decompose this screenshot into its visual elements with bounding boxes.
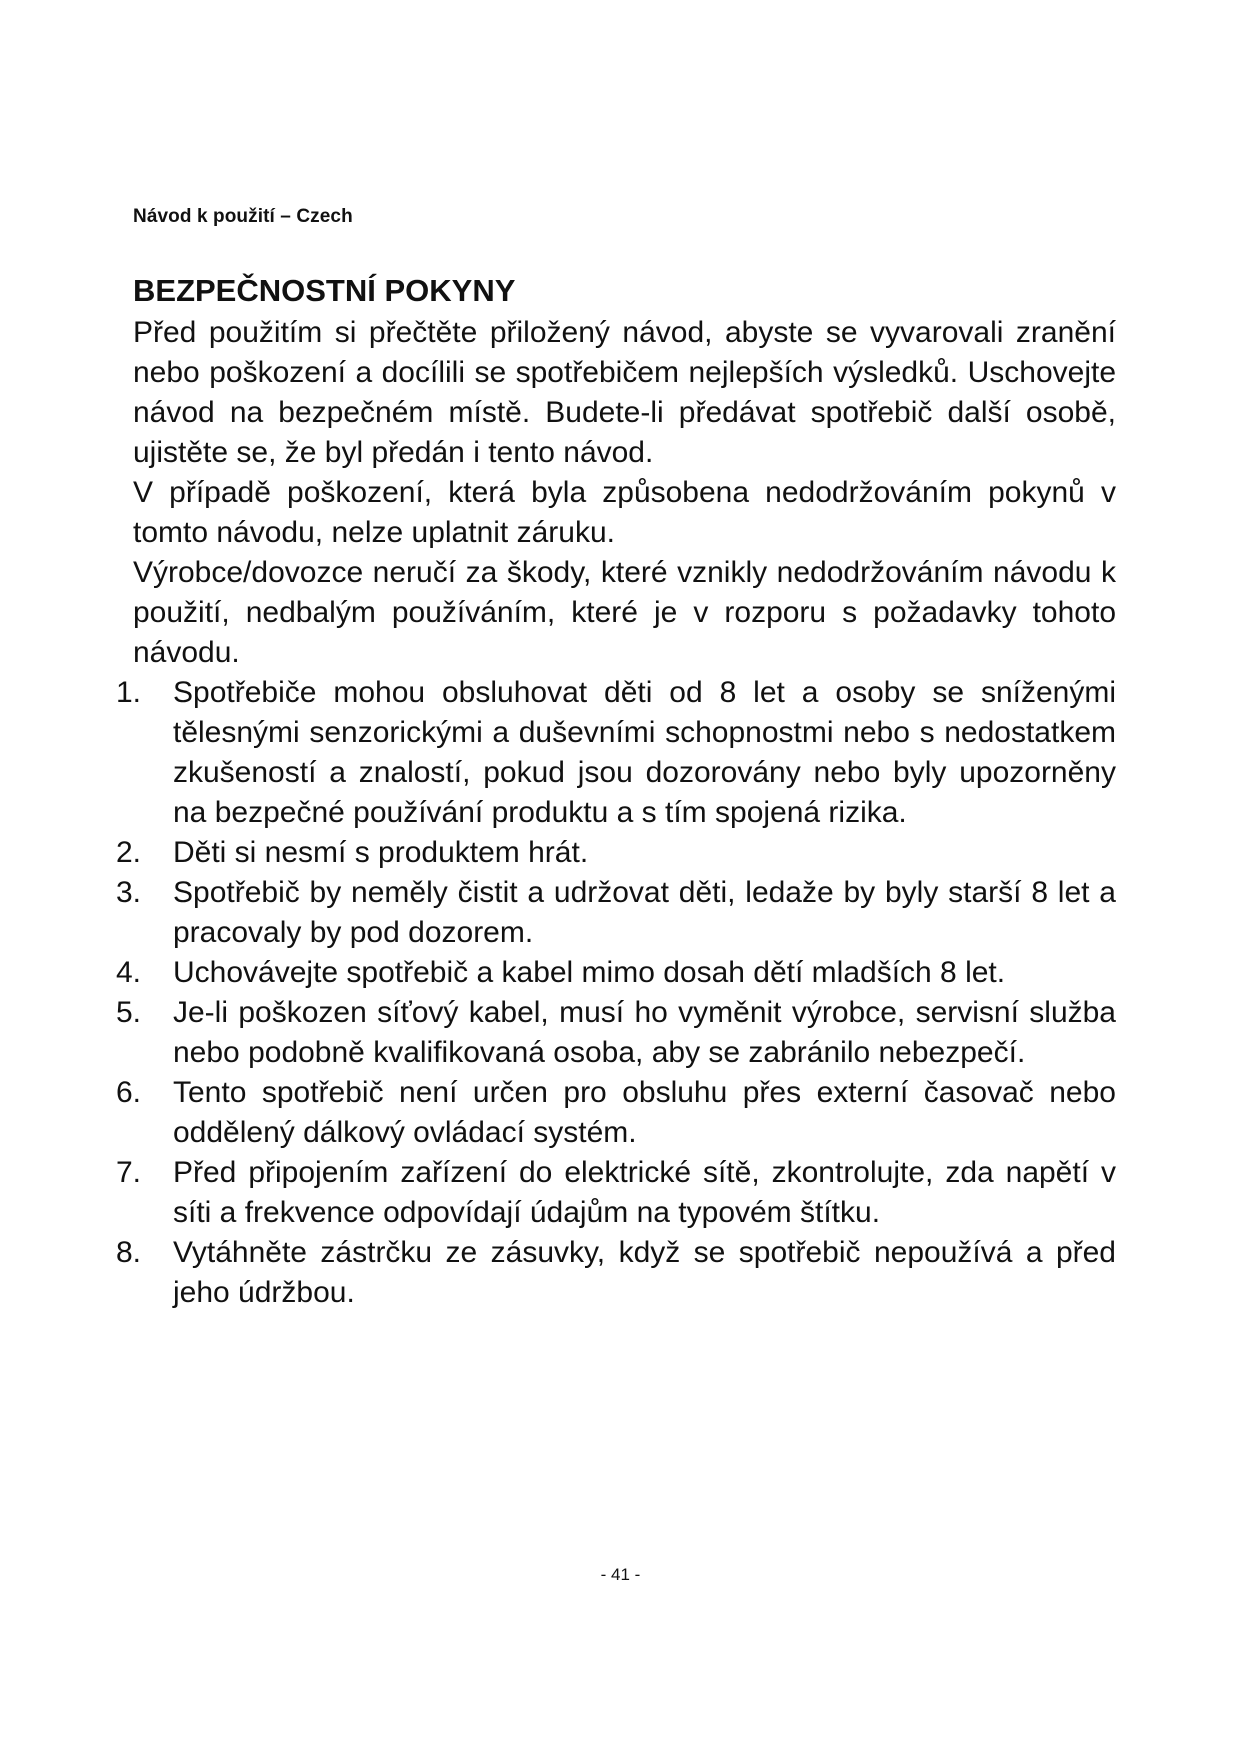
list-item-number: 8. — [116, 1236, 142, 1269]
intro-paragraph: Před použitím si přečtěte přiložený návod, abyste se vyvarovali zranění nebo poškození a docílili se spotřebičem nejlepších výsledků. Uschovejte návod na bezpečném místě. Budete-li předávat spotřebič další osobě, ujistěte se, že byl předán i tento návod. — [133, 316, 1116, 469]
list-item-number: 4. — [116, 956, 142, 989]
list-item-text: Před připojením zařízení do elektrické sítě, zkontrolujte, zda napětí v síti a frekvence odpovídají údajům na typovém štítku. — [173, 1156, 1116, 1229]
list-item-number: 2. — [116, 836, 142, 869]
list-item — [116, 1233, 1116, 1313]
liability-paragraph: Výrobce/dovozce neručí za škody, které vznikly nedodržováním návodu k použití, nedbalým používáním, které je v rozporu s požadavky tohoto návodu. — [133, 556, 1116, 669]
safety-instructions-list — [116, 673, 1116, 1313]
list-item — [116, 673, 1116, 833]
list-item — [116, 833, 1116, 873]
list-item — [116, 953, 1116, 993]
section-title: BEZPEČNOSTNÍ POKYNY — [133, 273, 516, 308]
list-item-number: 7. — [116, 1156, 142, 1189]
list-item-text: Uchovávejte spotřebič a kabel mimo dosah dětí mladších 8 let. — [173, 956, 1006, 989]
warranty-paragraph: V případě poškození, která byla způsobena nedodržováním pokynů v tomto návodu, nelze uplatnit záruku. — [133, 476, 1116, 549]
manual-language-label: Návod k použití – Czech — [133, 206, 353, 227]
safety-section — [116, 273, 1116, 1313]
list-item-number: 3. — [116, 876, 142, 909]
list-item — [116, 1073, 1116, 1153]
list-item — [116, 873, 1116, 953]
list-item-text: Vytáhněte zástrčku ze zásuvky, když se spotřebič nepoužívá a před jeho údržbou. — [173, 1236, 1116, 1309]
list-item — [116, 1153, 1116, 1233]
list-item-text: Spotřebiče mohou obsluhovat děti od 8 let a osoby se sníženými tělesnými senzorickými a duševními schopnostmi nebo s nedostatkem zkušeností a znalostí, pokud jsou dozorovány nebo byly upozorněny na bezpečné používání produktu a s tím spojená rizika. — [173, 676, 1116, 829]
list-item-text: Děti si nesmí s produktem hrát. — [173, 836, 589, 869]
list-item-text: Tento spotřebič není určen pro obsluhu přes externí časovač nebo oddělený dálkový ovládací systém. — [173, 1076, 1116, 1149]
list-item-text: Je-li poškozen síťový kabel, musí ho vyměnit výrobce, servisní služba nebo podobně kvalifikovaná osoba, aby se zabránilo nebezpečí. — [173, 996, 1116, 1069]
list-item-text: Spotřebič by neměly čistit a udržovat děti, ledaže by byly starší 8 let a pracovaly by pod dozorem. — [173, 876, 1116, 949]
list-item — [116, 993, 1116, 1073]
list-item-number: 5. — [116, 996, 142, 1029]
list-item-number: 1. — [116, 676, 142, 709]
list-item-number: 6. — [116, 1076, 142, 1109]
page-number: - 41 - — [600, 1565, 641, 1584]
